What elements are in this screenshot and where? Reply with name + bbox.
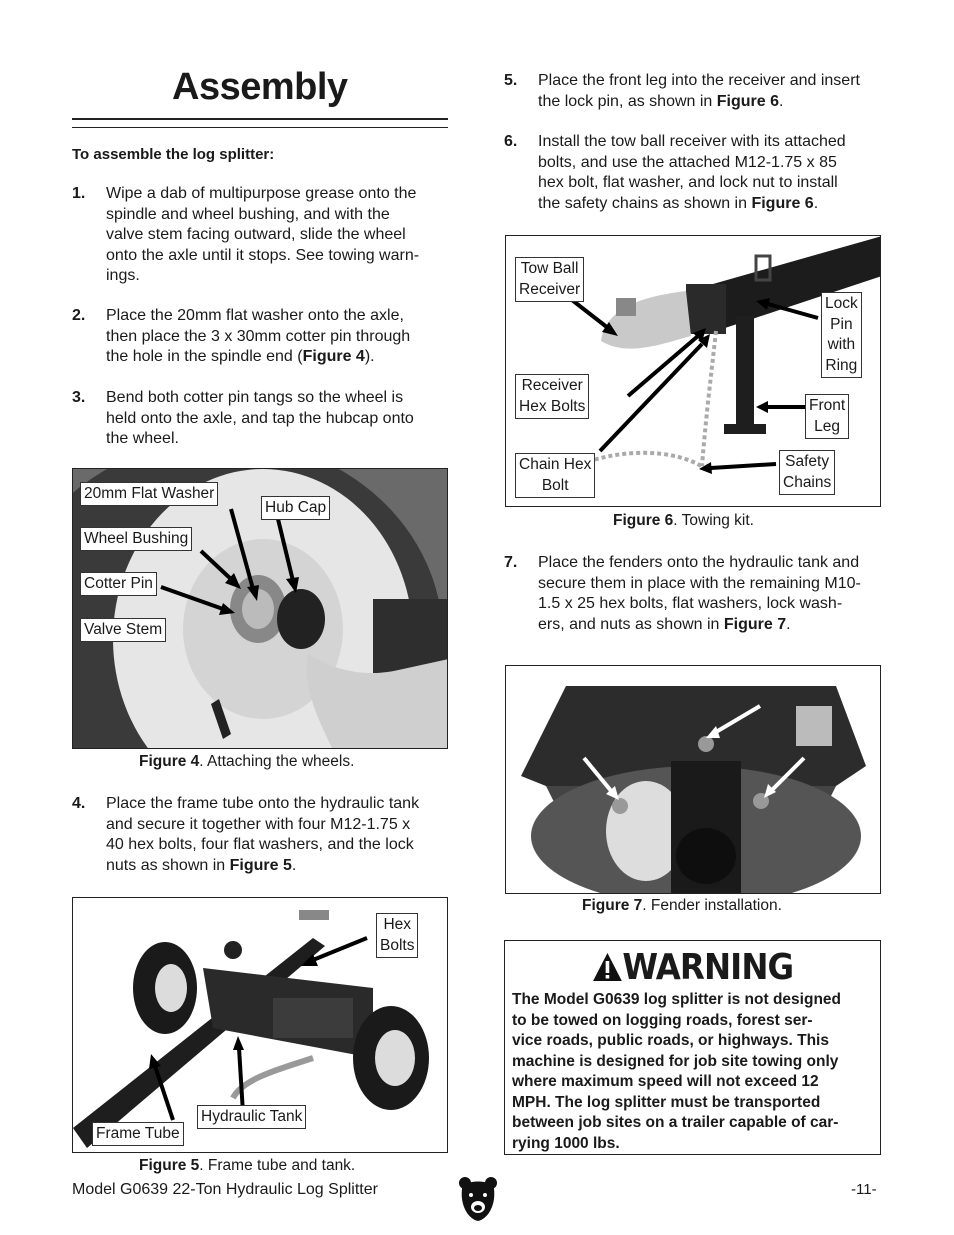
warning-line: MPH. The log splitter must be transported (512, 1093, 821, 1111)
figure-6-caption (613, 512, 754, 530)
warning-box (504, 940, 881, 1155)
step-3 (72, 388, 448, 451)
step-line: 40 hex bolts, four flat washers, and the lock (106, 836, 414, 853)
step-text (538, 553, 881, 635)
warning-triangle-icon (592, 952, 623, 982)
warning-line: to be towed on logging roads, forest ser- (512, 1011, 813, 1029)
step-7 (504, 553, 881, 637)
callout-valve-stem: Valve Stem (80, 618, 166, 642)
step-line: nuts as shown in Figure 5. (106, 856, 297, 874)
callout-line: Hex (383, 916, 412, 933)
step-number: 5. (504, 72, 518, 89)
step-line: the safety chains as shown in Figure 6. (538, 194, 819, 212)
callout-line: Tow Ball (520, 260, 579, 277)
footer-model: Model G0639 22-Ton Hydraulic Log Splitter (72, 1181, 378, 1198)
callout-line: Hex Bolts (519, 397, 586, 415)
section-subheading: To assemble the log splitter: (72, 146, 275, 163)
callout-line: Bolt (541, 476, 569, 494)
figure-ref: Figure 7 (582, 897, 643, 914)
figure-4-photo (72, 468, 448, 749)
warning-line: where maximum speed will not exceed 12 (512, 1073, 819, 1090)
step-number: 2. (72, 307, 86, 324)
step-line: the wheel. (106, 430, 179, 447)
figure-5-caption (139, 1157, 355, 1175)
callout-frame-tube: Frame Tube (92, 1122, 184, 1146)
step-line: ers, and nuts as shown in Figure 7. (538, 615, 791, 633)
callout-line: with (827, 336, 856, 353)
figure-ref: Figure 7 (723, 615, 787, 633)
figure-ref: Figure 6 (751, 194, 814, 212)
step-5 (504, 71, 881, 113)
step-text (538, 132, 881, 214)
callout-lock-pin-with-ring (821, 292, 862, 378)
step-line: the lock pin, as shown in Figure 6. (538, 92, 784, 110)
step-6 (504, 132, 881, 216)
step-line: 1.5 x 25 hex bolts, flat washers, lock wash- (538, 595, 843, 612)
callout-line: Chain Hex (519, 456, 592, 473)
step-line: onto the axle until it stops. See towing warn- (106, 246, 420, 264)
grizzly-bear-logo-icon (458, 1175, 498, 1223)
warning-line: between job sites on a trailer capable of car- (512, 1114, 839, 1131)
step-line: Bend both cotter pin tangs so the wheel is (106, 389, 404, 406)
step-text (106, 306, 448, 368)
step-line: bolts, and use the attached M12-1.75 x 85 (538, 153, 837, 171)
step-line: secure them in place with the remaining M10- (538, 574, 861, 592)
step-line: Install the tow ball receiver with its attached (538, 133, 846, 150)
callout-line: Bolts (380, 936, 415, 954)
figure-6-photo (505, 235, 881, 507)
step-line: held onto the axle, and tap the hubcap onto (106, 409, 414, 427)
warning-line: rying 1000 lbs. (512, 1134, 620, 1152)
callout-hex-bolts (376, 913, 418, 958)
caption-text: . Towing kit. (673, 512, 754, 529)
step-text (106, 388, 448, 450)
page-title: Assembly (172, 66, 348, 108)
step-line: then place the 3 x 30mm cotter pin through (106, 327, 411, 345)
callout-line: Pin (830, 315, 853, 333)
caption-text: . Attaching the wheels. (199, 753, 355, 770)
fender-installation-illustration (506, 666, 881, 894)
callout-line: Leg (814, 417, 841, 435)
callout-line: Ring (825, 356, 858, 374)
page-number: -11- (851, 1181, 877, 1198)
callout-line: Safety (785, 453, 830, 470)
callout-wheel-bushing: Wheel Bushing (80, 527, 192, 551)
step-2 (72, 306, 448, 369)
callout-tow-ball-receiver (515, 257, 584, 302)
callout-hydraulic-tank: Hydraulic Tank (197, 1105, 306, 1129)
step-number: 4. (72, 795, 86, 812)
callout-line: Receiver (521, 377, 583, 394)
figure-ref: Figure 4 (302, 348, 365, 365)
step-line: Place the 20mm flat washer onto the axle, (106, 307, 404, 324)
step-text (106, 184, 448, 287)
warning-line: The Model G0639 log splitter is not designed (512, 991, 841, 1008)
callout-hub-cap: Hub Cap (261, 496, 330, 520)
step-text (106, 794, 448, 876)
caption-text: . Frame tube and tank. (199, 1157, 356, 1174)
title-rule-thick (72, 118, 448, 120)
step-line: Place the frame tube onto the hydraulic tank (106, 795, 420, 812)
callout-cotter-pin: Cotter Pin (80, 572, 157, 596)
callout-receiver-hex-bolts (515, 374, 589, 419)
callout-line: Front (809, 397, 846, 414)
callout-safety-chains (779, 450, 835, 495)
warning-line: vice roads, public roads, or highways. This (512, 1032, 829, 1049)
figure-ref: Figure 5 (229, 856, 292, 874)
step-number: 3. (72, 389, 86, 406)
figure-ref: Figure 6 (716, 92, 779, 110)
caption-text: . Fender installation. (642, 897, 782, 914)
step-line: the hole in the spindle end (Figure 4). (106, 348, 375, 365)
step-4 (72, 794, 448, 878)
step-number: 1. (72, 185, 86, 202)
step-line: Place the fenders onto the hydraulic tank and (538, 554, 860, 571)
warning-text (512, 990, 873, 1154)
step-line: spindle and wheel bushing, and with the (106, 205, 390, 223)
figure-4-caption (139, 753, 354, 771)
warning-line: machine is designed for job site towing only (512, 1052, 839, 1070)
callout-line: Chains (783, 473, 832, 491)
step-number: 6. (504, 133, 518, 150)
step-line: and secure it together with four M12-1.75 x (106, 815, 411, 833)
step-number: 7. (504, 554, 518, 571)
figure-ref: Figure 6 (613, 512, 674, 529)
figure-5-photo (72, 897, 448, 1153)
step-line: Place the front leg into the receiver and insert (538, 72, 860, 89)
warning-heading (524, 947, 862, 988)
step-1 (72, 184, 448, 289)
step-text (538, 71, 881, 112)
callout-front-leg (805, 394, 849, 439)
callout-chain-hex-bolt (515, 453, 595, 498)
callout-20mm-flat-washer: 20mm Flat Washer (80, 482, 218, 506)
step-line: Wipe a dab of multipurpose grease onto the (106, 185, 417, 202)
warning-heading-text: WARNING (622, 947, 794, 988)
figure-ref: Figure 4 (139, 753, 200, 770)
figure-7-caption (582, 897, 782, 915)
figure-ref: Figure 5 (139, 1157, 200, 1174)
title-rule-thin (72, 127, 448, 128)
figure-7-photo (505, 665, 881, 894)
callout-line: Receiver (519, 280, 581, 298)
step-line: valve stem facing outward, slide the wheel (106, 226, 406, 243)
step-line: ings. (106, 267, 140, 284)
step-line: hex bolt, flat washer, and lock nut to install (538, 174, 838, 191)
callout-line: Lock (825, 295, 858, 312)
